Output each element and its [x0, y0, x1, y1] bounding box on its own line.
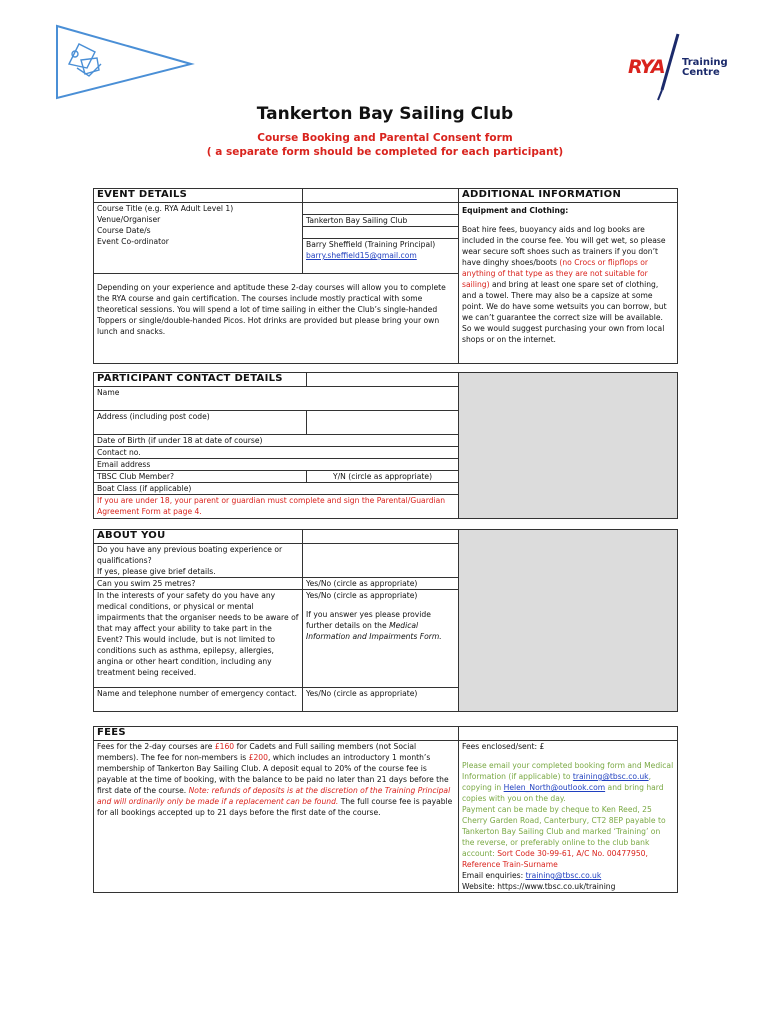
coordinator-email-link[interactable]: barry.sheffield15@gmail.com — [306, 251, 417, 260]
page-title: Tankerton Bay Sailing Club — [256, 104, 514, 124]
additional-info-heading: ADDITIONAL INFORMATION — [459, 189, 678, 203]
coordinator-value: Barry Sheffield (Training Principal) — [306, 240, 436, 249]
about-you-heading: ABOUT YOU — [94, 530, 303, 544]
event-field-labels — [94, 203, 303, 274]
additional-info-cell — [459, 203, 678, 364]
rya-training-centre-logo — [628, 32, 738, 102]
club-burgee-logo — [55, 24, 195, 102]
fees-text-3: , which includes an introductory 1 month’s membership of Tankerton Bay Sailing Club. A deposit equal to 20% of the course fee is payable at the time of booking, with the balance to be paid no later than 21 days before the first date of the course. — [97, 753, 449, 795]
emergency-contact-answer[interactable]: Yes/No (circle as appropriate) — [303, 688, 459, 712]
enquiries-email-link[interactable]: training@tbsc.co.uk — [525, 871, 602, 880]
medical-form-reference: Medical Information and Impairments Form. — [306, 621, 442, 641]
medical-answer[interactable] — [303, 590, 459, 688]
member-value[interactable]: Y/N (circle as appropriate) — [307, 471, 459, 483]
name-label: Name — [94, 387, 459, 411]
venue-label: Venue/Organiser — [97, 215, 161, 224]
venue-value[interactable]: Tankerton Bay Sailing Club — [303, 215, 458, 227]
experience-question-hint: If yes, please give brief details. — [97, 567, 216, 576]
medical-note: If you answer yes please provide further details on the — [306, 610, 431, 630]
website-link[interactable]: Website: https://www.tbsc.co.uk/training — [462, 882, 616, 891]
rya-training-text: Training — [682, 57, 728, 68]
about-you-table — [93, 529, 678, 712]
member-label: TBSC Club Member? — [94, 471, 307, 483]
medical-answer-options: Yes/No (circle as appropriate) — [306, 591, 418, 600]
course-title-label: Course Title (e.g. RYA Adult Level 1) — [97, 204, 234, 213]
medical-question: In the interests of your safety do you have any medical conditions, or physical or mental impairments that the organiser needs to be aware of that may affect your ability to take part in the Event? This would include, but is not limited to conditions such as asthma, epilepsy, allergies, angina or other heart condition, including any treatment being received. — [94, 590, 303, 688]
participant-table — [93, 372, 678, 519]
fees-description — [94, 741, 459, 893]
equipment-subheading: Equipment and Clothing: — [462, 206, 569, 215]
form-subtitle-note: ( a separate form should be completed for each participant) — [206, 146, 564, 158]
equipment-warning: (no Crocs or flipflops or anything of that type as they are not suitable for sailing) — [462, 258, 648, 289]
contact-label: Contact no. — [94, 447, 459, 459]
hard-copies-text: and bring hard copies with you on the day. — [462, 783, 664, 803]
coordinator-label: Event Co-ordinator — [97, 237, 169, 246]
payment-instructions — [459, 741, 678, 893]
fees-heading: FEES — [94, 727, 459, 741]
under-18-note: If you are under 18, your parent or guardian must complete and sign the Parental/Guardian Agreement Form at page 4. — [94, 495, 459, 519]
boat-class-label: Boat Class (if applicable) — [94, 483, 459, 495]
email-instructions: Please email your completed booking form and Medical Information (if applicable) to — [462, 761, 674, 781]
enquiries-label: Email enquiries: — [462, 871, 524, 880]
bank-details: Sort Code 30-99-61, A/C No. 00477950, Reference Train-Surname — [462, 849, 648, 869]
event-field-values — [303, 203, 459, 274]
event-details-heading: EVENT DETAILS — [94, 189, 303, 203]
emergency-contact-question: Name and telephone number of emergency contact. — [94, 688, 303, 712]
fees-enclosed-label[interactable]: Fees enclosed/sent: £ — [462, 742, 545, 751]
fees-table — [93, 726, 678, 893]
equipment-text-2: and bring at least one spare set of clothing, and a towel. There may also be a capsize at some point. We do have some wetsuits you can borrow, but we can’t guarantee the correct size will be available. So we would suggest purchasing your own from local shops or on the internet. — [462, 280, 667, 344]
non-member-fee: £200 — [248, 753, 268, 762]
experience-question-text: Do you have any previous boating experience or qualifications? — [97, 545, 283, 565]
rya-text: RYA — [628, 56, 665, 78]
cadet-fee: £160 — [214, 742, 235, 751]
participant-heading: PARTICIPANT CONTACT DETAILS — [94, 373, 307, 387]
fees-text-1: Fees for the 2-day courses are — [97, 742, 213, 751]
refund-note: Note: refunds of deposits is at the discretion of the Training Principal and will ordinarily only be made if a replacement can be found. — [97, 786, 451, 806]
course-dates-label: Course Date/s — [97, 226, 151, 235]
address-field[interactable] — [307, 411, 459, 435]
copying-in-text: , copying in — [462, 772, 651, 792]
cheque-instructions: Payment can be made by cheque to Ken Reed, 25 Cherry Garden Road, Canterbury, CT2 8EP payable to Tankerton Bay Sailing Club and marked ‘Training’ on the reverse, or preferably online to the club bank account: — [462, 805, 666, 858]
rya-centre-text: Centre — [682, 67, 720, 78]
event-description: Depending on your experience and aptitude these 2-day courses will allow you to complete the RYA course and gain certification. The courses include mostly practical with some theoretical sessions. You will spend a lot of time sailing in either the Club’s single-handed Toppers or single/double-handed Picos. Hot drinks are provided but please bring your own lunch and snacks. — [94, 274, 459, 364]
helen-email-link[interactable]: Helen_North@outlook.com — [503, 783, 606, 792]
experience-question — [94, 544, 303, 578]
swim-answer[interactable]: Yes/No (circle as appropriate) — [303, 578, 459, 590]
dob-label: Date of Birth (if under 18 at date of course) — [94, 435, 459, 447]
form-subtitle: Course Booking and Parental Consent form — [257, 132, 513, 144]
equipment-text: Boat hire fees, buoyancy aids and log books are included in the course fee. You will get wet, so please wear secure soft shoes such as trainers if you don’t have dinghy shoes/boots — [462, 225, 666, 267]
fees-text-4: The full course fee is payable for all bookings accepted up to 21 days before the first date of the course. — [97, 797, 453, 817]
event-details-table — [93, 188, 678, 364]
email-label: Email address — [94, 459, 459, 471]
swim-question: Can you swim 25 metres? — [94, 578, 303, 590]
experience-answer[interactable] — [303, 544, 459, 578]
fees-text-2: for Cadets and Full sailing members (not Social members). The fee for non-members is — [97, 742, 417, 762]
training-email-link[interactable]: training@tbsc.co.uk — [572, 772, 649, 781]
address-label: Address (including post code) — [94, 411, 307, 435]
